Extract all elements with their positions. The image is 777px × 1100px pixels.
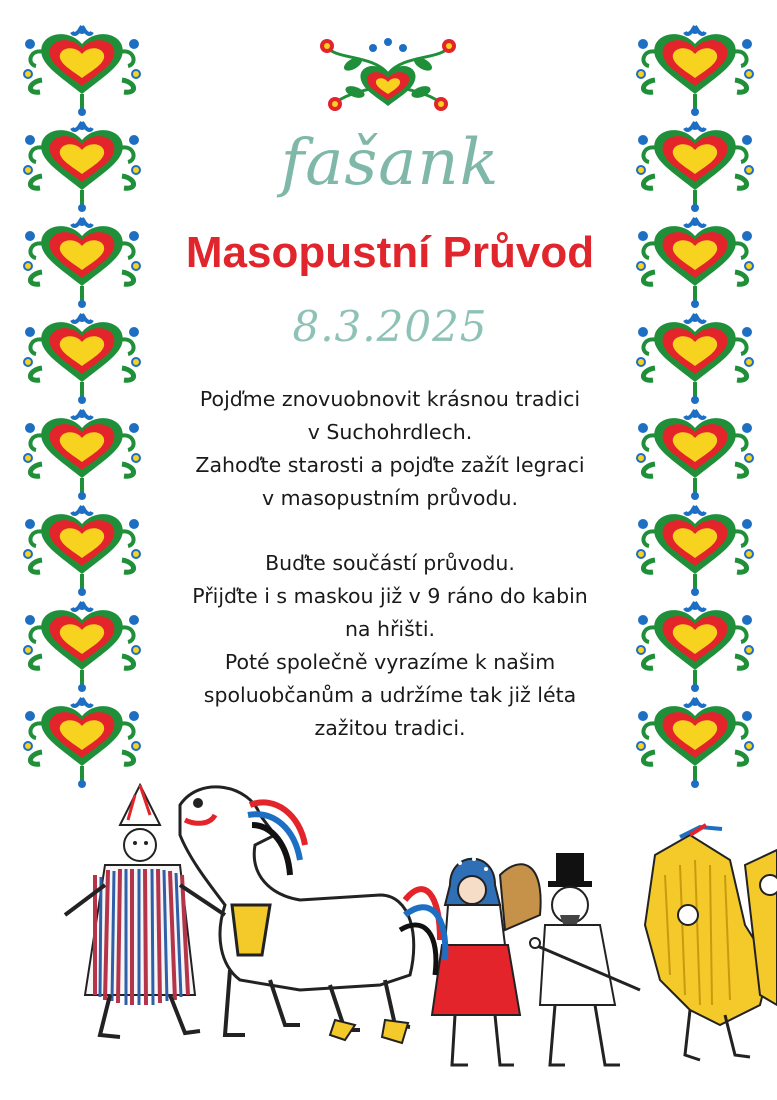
straw-mask-figure [645,825,777,1060]
text-line: na hřišti. [344,617,436,641]
text-line: spoluobčanům a udržíme tak již léta [203,683,577,707]
left-folk-border [22,22,142,790]
folk-heart-icon [22,310,142,406]
folk-heart-icon [22,598,142,694]
text-line: v masopustním průvodu. [262,486,518,510]
text-line: v Suchohrdlech. [307,420,473,444]
text-line: Zahoďte starosti a pojďte zažít legraci [195,453,585,477]
event-date: 8.3.2025 [292,302,488,351]
folk-heart-icon [635,22,755,118]
main-title: Masopustní Průvod [185,228,595,277]
folk-heart-icon [635,310,755,406]
text-line: Buďte součástí průvodu. [265,551,515,575]
top-hat-figure [530,853,640,1065]
folk-heart-icon [22,214,142,310]
folk-heart-icon [22,406,142,502]
invitation-text [168,383,612,745]
right-folk-border [635,22,755,790]
paragraph-gap [168,515,612,547]
horse-mask-figure [180,787,445,1043]
folk-heart-icon [22,118,142,214]
folk-heart-icon [635,214,755,310]
woman-mask-figure [432,857,541,1065]
text-line: Pojďme znovuobnovit krásnou tradici [199,387,581,411]
text-line: Poté společně vyrazíme k našim [224,650,556,674]
folk-heart-icon [635,502,755,598]
text-line: Přijďte i s maskou již v 9 ráno do kabin [192,584,588,608]
text-line: zažitou tradici. [314,716,466,740]
folk-heart-icon [22,502,142,598]
parade-illustration [0,765,777,1100]
folk-heart-icon [635,118,755,214]
folk-heart-icon [635,598,755,694]
top-folk-flower-icon [313,34,463,114]
folk-heart-icon [635,406,755,502]
script-title: fašank [280,126,500,200]
folk-heart-icon [22,22,142,118]
